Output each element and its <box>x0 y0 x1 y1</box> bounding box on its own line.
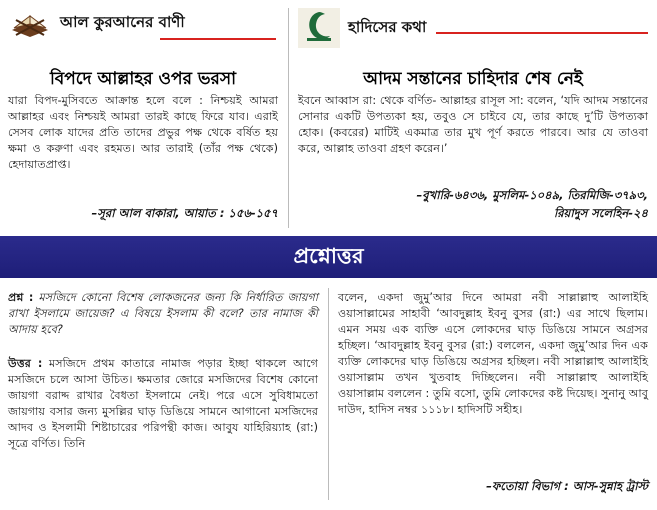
question-text: মসজিদে কোনো বিশেষ লোকজনের জন্য কি নির্ধারিত জায়গা রাখা ইসলামে জায়েজ? এ বিষয়ে ইসলাম কী বলে? তার নামাজ কী আদায় হবে? <box>8 291 318 336</box>
hadith-section-title: হাদিসের কথা <box>348 17 427 36</box>
qa-answer <box>8 356 318 452</box>
quran-header-rule <box>160 38 276 40</box>
quran-book-icon <box>8 8 52 38</box>
answer-label: উত্তর : <box>8 357 43 370</box>
hadith-source-line2: রিয়াদুস সলেহিন-২৪ <box>553 206 648 220</box>
qa-banner <box>0 236 657 278</box>
qa-column-divider <box>328 288 329 500</box>
hadith-body: ইবনে আব্বাস রা: থেকে বর্ণিত- আল্লাহর রাসূল সা: বলেন, ‘যদি আদম সন্তানের সোনার একটি উপত্যকা হয়, তবুও সে চাইবে যে, তার কাছে দু’টি উপত্যকা হোক। (কবরের) মাটিই একমাত্র তার মুখ পূর্ণ করতে পারবে। আর যে তাওবা করে, আল্লাহ তাওবা গ্রহণ করেন।’ <box>298 94 648 155</box>
hadith-section-header <box>298 8 648 48</box>
qa-banner-title: প্রশ্নোত্তর <box>293 243 364 268</box>
qa-source: –ফতোয়া বিভাগ : আস-সুন্নাহ ট্রাস্ট <box>486 479 648 493</box>
hadith-headline: আদম সন্তানের চাহিদার শেষ নেই <box>363 69 583 89</box>
quran-section-header <box>8 8 278 38</box>
quran-source: –সূরা আল বাকারা, আয়াত : ১৫৬-১৫৭ <box>91 206 278 220</box>
quran-body: যারা বিপদ-মুসিবতে আক্রান্ত হলে বলে : নিশ্চয়ই আমরা আল্লাহর এবং নিশ্চয়ই আমরা তারই কাছে ফিরে যাব। এরাই সেসব লোক যাদের প্রতি তাদের প্রভুর পক্ষ থেকে বর্ষিত হয় ক্ষমা ও করুণা এবং রহমত। আর তারাই (তাঁর পক্ষ থেকে) হেদায়াতপ্রাপ্ত। <box>8 94 278 171</box>
top-column-divider <box>288 8 289 228</box>
hadith-source-line1: –বুখারি-৬৪৩৬, মুসলিম-১০৪৯, তিরমিজি-৩৭৯৩, <box>416 188 648 202</box>
quran-section-title: আল কুরআনের বাণী <box>60 12 185 31</box>
mosque-icon <box>298 8 340 48</box>
quran-headline: বিপদে আল্লাহর ওপর ভরসা <box>49 69 237 89</box>
hadith-header-rule <box>436 32 648 34</box>
question-label: প্রশ্ন : <box>8 291 34 304</box>
qa-question <box>8 290 318 338</box>
qa-right-body: বলেন, একদা জুমু’আর দিনে আমরা নবী সাল্লাল্লাহু আলাইহি ওয়াসাল্লামের সাহাবী ‘আবদুল্লাহ ইবনু বুসর (রা:) এর সাথে ছিলাম। এমন সময় এক ব্যক্তি এসে লোকদের ঘাড় ডিঙিয়ে সামনে অগ্রসর হচ্ছিল। ‘আবদুল্লাহ ইবনু বুসর (রা:) বললেন, একদা জুমু’আর দিন এক ব্যক্তি লোকদের ঘাড় ডিঙিয়ে অগ্রসর হচ্ছিল। নবী সাল্লাল্লাহু আলাইহি ওয়াসাল্লাম তখন খুতবাহ দিচ্ছিলেন। নবী সাল্লাল্লাহু আলাইহি ওয়াসাল্লাম বললেন : তুমি বসো, তুমি লোকদের কষ্ট দিয়েছ। সুনানু আবু দাউদ, হাদিস নম্বর ১১১৮। হাদিসটি সহীহ। <box>338 291 648 416</box>
answer-text: মসজিদে প্রথম কাতারে নামাজ পড়ার ইচ্ছা থাকলে আগে মসজিদে চলে আসা উচিত। ক্ষমতার জোরে মসজিদের বিশেষ কোনো জায়গা বরাদ্দ রাখার বৈধতা ইসলামে নেই। পরে এসে সুবিধামতো জায়গায় বসার জন্য মুসল্লির ঘাড় ডিঙিয়ে সামনে আগানো মসজিদের আদব ও ইসলামী শিষ্টাচারের পরিপন্থী কাজ। আবুয যাহিরিয়্যাহ (রা:) সূত্রে বর্ণিত। তিনি <box>8 357 318 450</box>
